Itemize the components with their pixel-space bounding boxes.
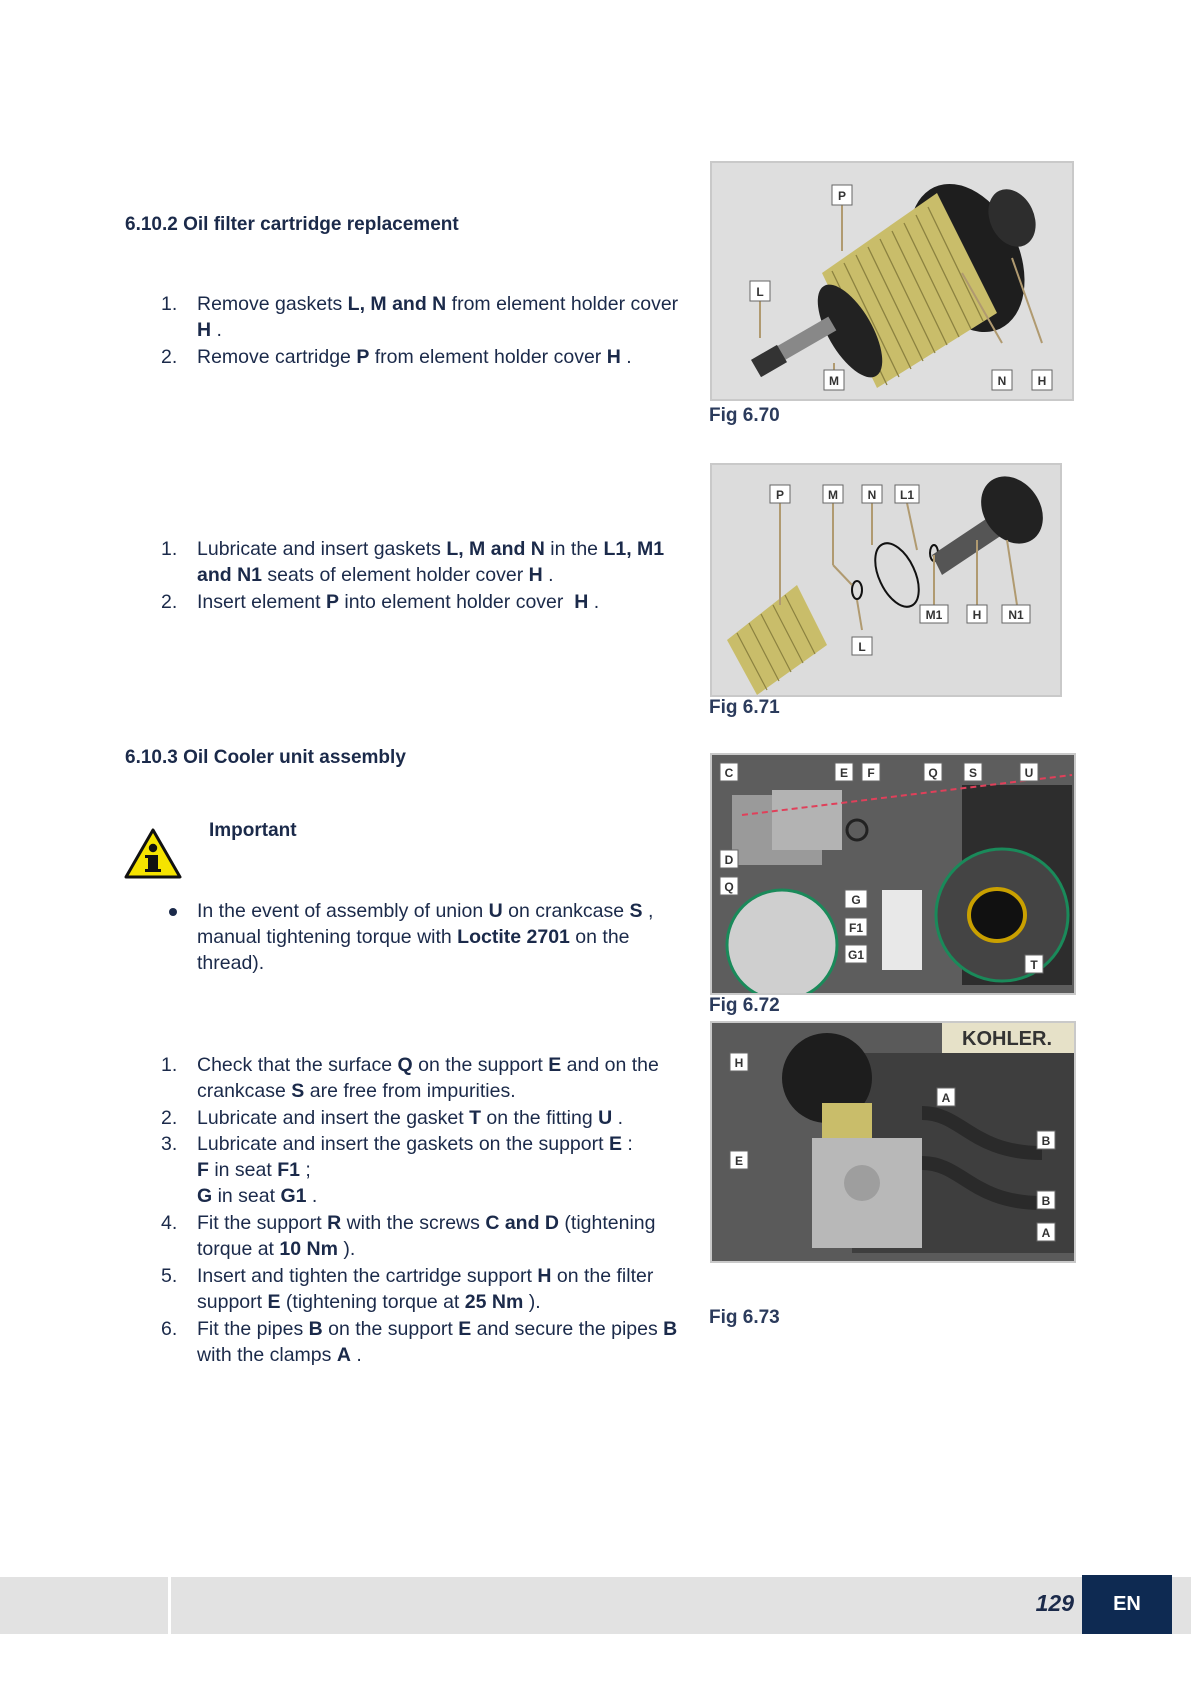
svg-text:D: D [724,853,734,867]
svg-text:F1: F1 [848,921,864,935]
list-item-text: Fit the support R with the screws C and D (tightening torque at 10 Nm ). [197,1212,656,1260]
figure-6-73-image [710,1021,1076,1263]
label-H: H [1037,374,1047,388]
list-item-text: Lubricate and insert gaskets L, M and N in the L1, M1 and N1 seats of element holder cover H . [197,538,665,586]
list-item-text: Check that the surface Q on the support E and on the crankcase S are free from impurities. [197,1054,659,1102]
list-item [161,291,701,341]
list-item-text: Remove gaskets L, M and N from element holder cover H . [197,293,679,341]
list-item-text: Fit the pipes B on the support E and secure the pipes B with the clamps A . [197,1318,678,1366]
svg-text:Q: Q [724,880,734,894]
svg-text:C: C [724,766,734,780]
list-item-number: 5. [161,1265,178,1287]
svg-text:H: H [734,1056,744,1070]
svg-text:L1: L1 [899,488,915,502]
figure-6-72-drawing [712,755,1074,993]
svg-text:M1: M1 [925,608,943,622]
svg-text:H: H [972,608,982,622]
svg-text:B: B [1041,1194,1051,1208]
list-item-number: 1. [161,538,178,560]
figure-6-70-caption: Fig 6.70 [709,405,780,426]
svg-text:A: A [941,1091,951,1105]
list-item-number: 2. [161,346,178,368]
svg-text:P: P [775,488,785,502]
label-P: P [837,189,847,203]
svg-text:L: L [858,640,866,654]
section-title-oil-filter: 6.10.2 Oil filter cartridge replacement [125,214,459,235]
list-item-text: Insert and tighten the cartridge support H on the filter support E (tightening torque at 25 Nm ). [197,1265,654,1313]
svg-text:E: E [734,1154,744,1168]
svg-text:M: M [828,488,838,502]
label-N: N [997,374,1007,388]
list-item-number: 2. [161,591,178,613]
label-M: M [829,374,839,388]
list-item-number: 3. [161,1133,178,1155]
kohler-logo: KOHLER. [962,1028,1052,1050]
list-item-number: 2. [161,1107,178,1129]
list-item-text: Lubricate and insert the gasket T on the fitting U . [197,1107,624,1129]
warning-icon [124,828,182,880]
list-item-number: 6. [161,1318,178,1340]
figure-6-71-image [710,463,1062,697]
figure-6-70-drawing [712,163,1072,399]
important-label: Important [209,820,297,841]
footer-separator [168,1577,171,1634]
bullet-item-text: In the event of assembly of union U on crankcase S , manual tightening torque with Loctite 2701 on the thread). [197,900,654,974]
list-item-number: 1. [161,1054,178,1076]
bullet-dot [169,908,177,916]
figure-6-72-caption: Fig 6.72 [709,995,780,1016]
svg-text:U: U [1024,766,1034,780]
svg-text:B: B [1041,1134,1051,1148]
list-item-text: Remove cartridge P from element holder cover H . [197,346,632,368]
figure-6-71-drawing [712,465,1060,695]
page-number: 129 [1035,1590,1074,1616]
svg-text:N1: N1 [1008,608,1024,622]
list-item-number: 1. [161,293,178,315]
svg-text:Q: Q [928,766,938,780]
figure-6-72-image [710,753,1076,995]
list-item-number: 4. [161,1212,178,1234]
svg-text:G1: G1 [847,948,865,962]
list-item-text: Insert element P into element holder cover H . [197,591,600,613]
figure-6-73-drawing [712,1023,1074,1261]
svg-text:S: S [968,766,978,780]
figure-6-71-caption: Fig 6.71 [709,697,780,718]
figure-6-73-caption: Fig 6.73 [709,1307,780,1328]
section-title-oil-cooler: 6.10.3 Oil Cooler unit assembly [125,747,406,768]
svg-text:G: G [851,893,861,907]
svg-text:N: N [867,488,877,502]
svg-text:T: T [1030,958,1038,972]
list-item [161,344,701,370]
list-item-text: Lubricate and insert the gaskets on the support E : F in seat F1 ; G in seat G1 . [197,1133,633,1207]
svg-text:A: A [1041,1226,1051,1240]
label-L: L [756,285,764,299]
language-badge: EN [1082,1575,1172,1634]
figure-6-70-image [710,161,1074,401]
svg-text:F: F [867,766,875,780]
svg-text:E: E [839,766,849,780]
